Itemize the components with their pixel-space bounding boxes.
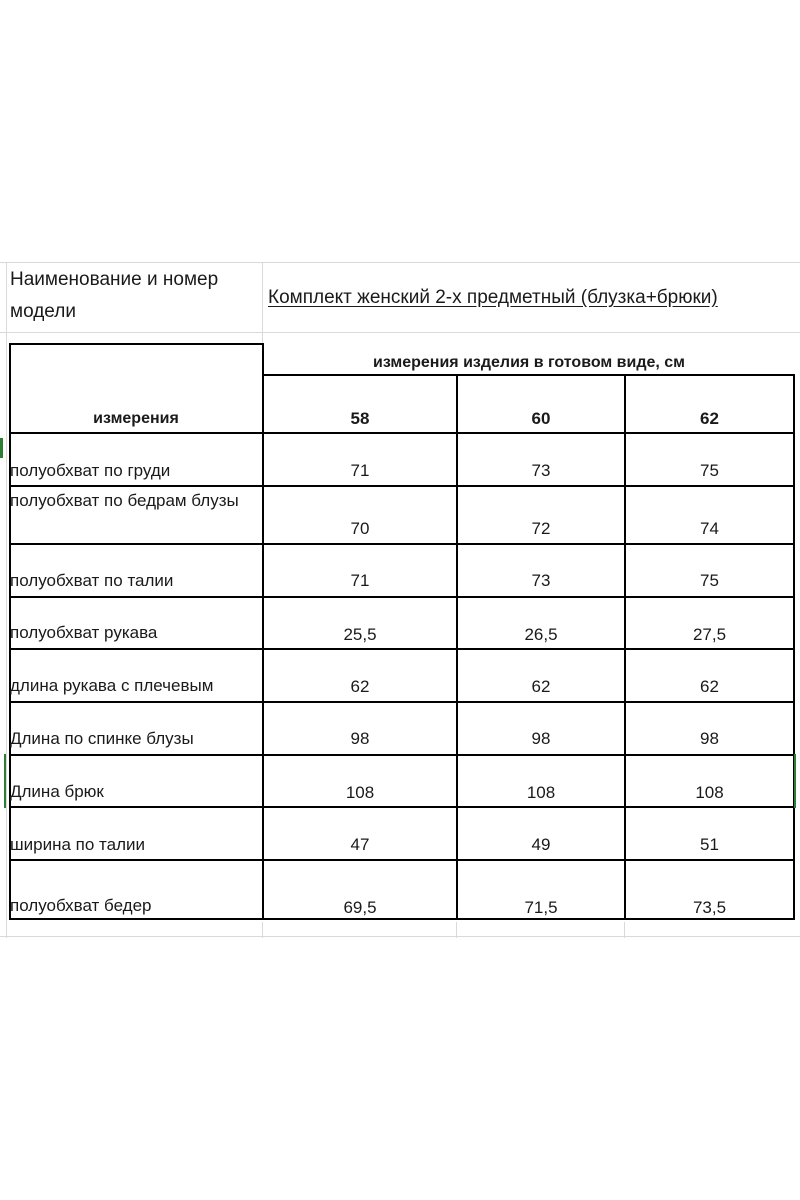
cell-value[interactable]: 98 — [350, 729, 370, 748]
cell-value[interactable]: 73 — [531, 461, 551, 480]
selection-marker — [4, 754, 6, 808]
cell-value[interactable]: 72 — [531, 519, 551, 538]
cell-value[interactable]: 98 — [700, 729, 719, 748]
cell-value[interactable]: 62 — [531, 677, 551, 696]
cell-value[interactable]: 74 — [700, 519, 719, 538]
row-label[interactable]: ширина по талии — [10, 835, 145, 854]
table-border — [9, 701, 794, 703]
cell-value[interactable]: 108 — [526, 783, 556, 802]
cell-value[interactable]: 71,5 — [524, 898, 558, 917]
row-label[interactable]: полуобхват бедер — [10, 896, 152, 915]
gridline — [262, 922, 263, 938]
table-border — [9, 343, 263, 345]
cell-value[interactable]: 62 — [700, 677, 719, 696]
cell-value[interactable]: 98 — [531, 729, 551, 748]
row-label[interactable]: Длина по спинке блузы — [10, 729, 194, 748]
size-header-60: 60 — [531, 409, 551, 428]
cell-value[interactable]: 108 — [345, 783, 375, 802]
cell-value[interactable]: 73 — [531, 571, 551, 590]
model-name-label: Наименование и номер модели — [10, 269, 219, 322]
table-border — [9, 596, 794, 598]
table-border — [9, 859, 794, 861]
selection-marker — [794, 754, 796, 808]
measure-column-header: измерения — [93, 410, 179, 427]
cell-value[interactable]: 70 — [350, 519, 370, 538]
cell-value[interactable]: 51 — [700, 835, 719, 854]
table-border — [793, 374, 795, 920]
cell-value[interactable]: 71 — [350, 461, 370, 480]
table-border — [9, 754, 794, 756]
cell-value[interactable]: 27,5 — [692, 625, 727, 644]
gridline — [0, 262, 800, 263]
row-label[interactable]: Длина брюк — [10, 782, 104, 801]
row-label[interactable]: полуобхват по талии — [10, 571, 174, 590]
cell-value[interactable]: 69,5 — [343, 898, 377, 917]
gridline — [6, 262, 7, 938]
selection-marker — [0, 438, 3, 458]
cell-value[interactable]: 71 — [350, 571, 370, 590]
cell-value[interactable]: 75 — [700, 461, 719, 480]
gridline — [0, 332, 800, 333]
gridline — [456, 922, 457, 938]
cell-value[interactable]: 108 — [695, 783, 724, 802]
row-label[interactable]: длина рукава с плечевым — [10, 676, 214, 695]
gridline — [0, 936, 800, 937]
cell-value[interactable]: 73,5 — [692, 898, 727, 917]
cell-value[interactable]: 26,5 — [524, 625, 558, 644]
row-label[interactable]: полуобхват по груди — [10, 461, 171, 480]
cell-value[interactable]: 49 — [531, 835, 551, 854]
gridline — [262, 262, 263, 344]
row-label[interactable]: полуобхват по бедрам блузы — [10, 491, 239, 510]
model-name-value[interactable]: Комплект женский 2-х предметный (блузка+брюки) — [268, 287, 718, 308]
cell-value[interactable]: 25,5 — [343, 625, 377, 644]
size-header-62: 62 — [700, 409, 719, 428]
cell-value[interactable]: 47 — [350, 835, 370, 854]
size-header-58: 58 — [350, 409, 370, 428]
gridline — [624, 922, 625, 938]
row-label[interactable]: полуобхват рукава — [10, 623, 158, 642]
cell-value[interactable]: 75 — [700, 571, 719, 590]
cell-value[interactable]: 62 — [350, 677, 370, 696]
table-caption: измерения изделия в готовом виде, см — [372, 354, 686, 371]
table-border — [9, 543, 794, 545]
